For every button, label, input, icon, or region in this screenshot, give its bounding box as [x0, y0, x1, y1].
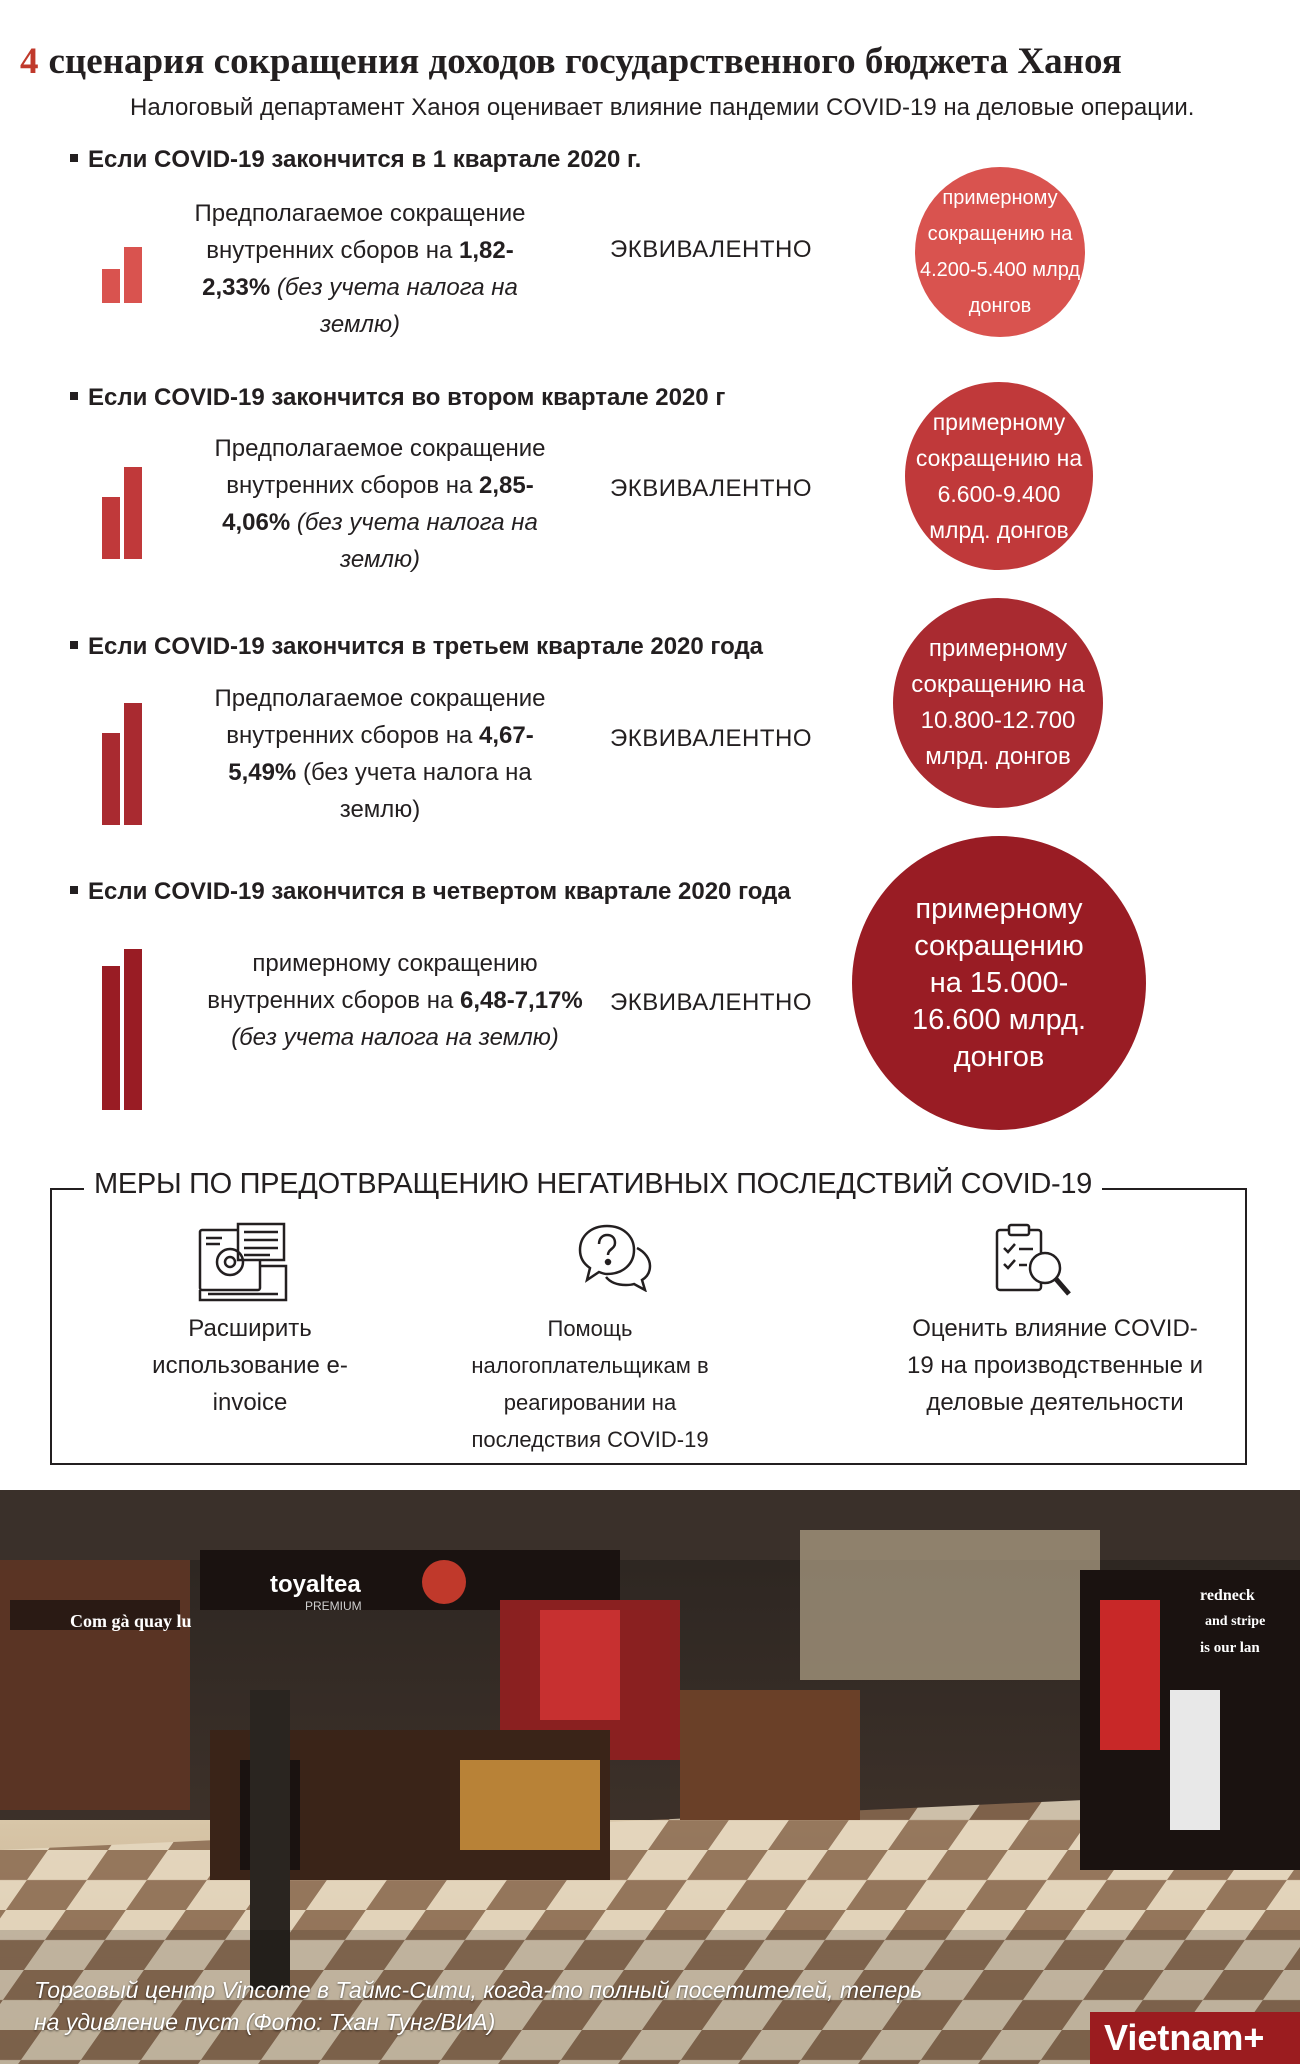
bar-tall: [124, 247, 142, 303]
bar-icon: [102, 948, 142, 1110]
desc-value: 2,85-4,06%: [222, 472, 534, 536]
desc-text: Предполагаемое сокращение внутренних сборов на: [214, 685, 546, 749]
scenario-heading-1: [70, 145, 641, 175]
bar-tall: [124, 467, 142, 559]
photo-sign-4: redneck: [1200, 1587, 1255, 1604]
scenario-heading-text: Если COVID-19 закончится в четвертом квартале 2020 года: [88, 878, 791, 905]
desc-text: примерному сокращению внутренних сборов на: [207, 950, 538, 1014]
scenario-heading-text: Если COVID-19 закончится в 1 квартале 2020 г.: [88, 146, 642, 173]
photo-sign-6: is our lan: [1200, 1640, 1260, 1656]
desc-note: (без учета налога на землю): [290, 509, 538, 573]
question-chat-icon: [577, 1222, 653, 1297]
reduction-circle-1: [915, 167, 1085, 337]
scenario-heading-text: Если COVID-19 закончится в третьем квартале 2020 года: [88, 633, 764, 660]
scenario-heading-4: [70, 877, 791, 907]
bar-short: [102, 269, 120, 303]
scenario-description-4: [190, 945, 600, 1056]
equivalent-label-3: ЭКВИВАЛЕНТНО: [610, 725, 812, 752]
desc-text: Предполагаемое сокращение внутренних сборов на: [194, 200, 526, 264]
circle-text: примерному сокращению на 4.200-5.400 млрд донгов: [919, 187, 1081, 317]
bar-tall: [124, 703, 142, 825]
desc-note: (без учета налога на землю): [296, 759, 532, 823]
measures-title: МЕРЫ ПО ПРЕДОТВРАЩЕНИЮ НЕГАТИВНЫХ ПОСЛЕДСТВИЙ COVID-19: [84, 1166, 1102, 1202]
vietnamplus-logo: Vietnam+: [1090, 2012, 1300, 2064]
equivalent-label-2: ЭКВИВАЛЕНТНО: [610, 475, 812, 502]
photo-sign-3: PREMIUM: [305, 1599, 362, 1613]
desc-value: 4,67-5,49%: [228, 722, 534, 786]
bar-short: [102, 966, 120, 1110]
page-title: [20, 40, 1290, 84]
photo-sign-2: toyaltea: [270, 1571, 361, 1598]
bar-icon: [102, 466, 142, 559]
bar-short: [102, 733, 120, 825]
desc-text: Предполагаемое сокращение внутренних сборов на: [214, 435, 546, 499]
bullet-square: [70, 154, 78, 162]
bar-icon: [102, 702, 142, 825]
page-subtitle: Налоговый департамент Ханоя оценивает влияние пандемии COVID-19 на деловые операции.: [130, 94, 1195, 121]
scenario-heading-2: [70, 383, 725, 413]
bar-tall: [124, 949, 142, 1110]
bar-short: [102, 497, 120, 559]
equivalent-label-4: ЭКВИВАЛЕНТНО: [610, 989, 812, 1016]
equivalent-label-1: ЭКВИВАЛЕНТНО: [610, 236, 812, 263]
clipboard-magnifier-icon: [993, 1222, 1073, 1305]
scenario-heading-text: Если COVID-19 закончится во втором квартале 2020 г: [88, 384, 726, 411]
photo-caption: Торговый центр Vincome в Таймс-Сити, когда-то полный посетителей, теперь на удивление пуст (Фото: Тхан Тунг/ВИА): [34, 1977, 923, 2035]
desc-value: 6,48-7,17%: [459, 987, 583, 1014]
e-invoice-icon: [198, 1222, 288, 1309]
measure-text-2: Помощь налогоплательщикам в реагировании на последствия COVID-19: [471, 1316, 709, 1452]
reduction-circle-3: [893, 598, 1103, 808]
title-text: сценария сокращения доходов государственного бюджета Ханоя: [48, 41, 1122, 82]
scenario-description-2: [195, 430, 565, 578]
photo-sign-1: Com gà quay lu: [70, 1611, 192, 1631]
desc-note: (без учета налога на землю): [270, 274, 518, 338]
circle-text: примерному сокращению на 6.600-9.400 млрд. донгов: [915, 409, 1083, 543]
desc-value: 1,82-2,33%: [202, 237, 514, 301]
bullet-square: [70, 886, 78, 894]
circle-text: примерному сокращению на 15.000-16.600 млрд. донгов: [911, 892, 1087, 1073]
title-number: 4: [20, 41, 39, 82]
reduction-circle-2: [905, 382, 1093, 570]
bullet-square: [70, 641, 78, 649]
photo-sign-5: and stripe: [1205, 1614, 1266, 1629]
reduction-circle-4: [852, 836, 1146, 1130]
circle-text: примерному сокращению на 10.800-12.700 млрд. донгов: [911, 635, 1085, 770]
scenario-description-3: [195, 680, 565, 828]
desc-note: (без учета налога на землю): [231, 1024, 559, 1051]
bar-icon: [102, 243, 142, 303]
scenario-description-1: [190, 195, 530, 343]
measure-text-1: Расширить использование e-invoice: [152, 1315, 348, 1416]
scenario-heading-3: [70, 632, 763, 662]
measure-text-3: Оценить влияние COVID-19 на производственные и деловые деятельности: [906, 1315, 1204, 1416]
bullet-square: [70, 392, 78, 400]
